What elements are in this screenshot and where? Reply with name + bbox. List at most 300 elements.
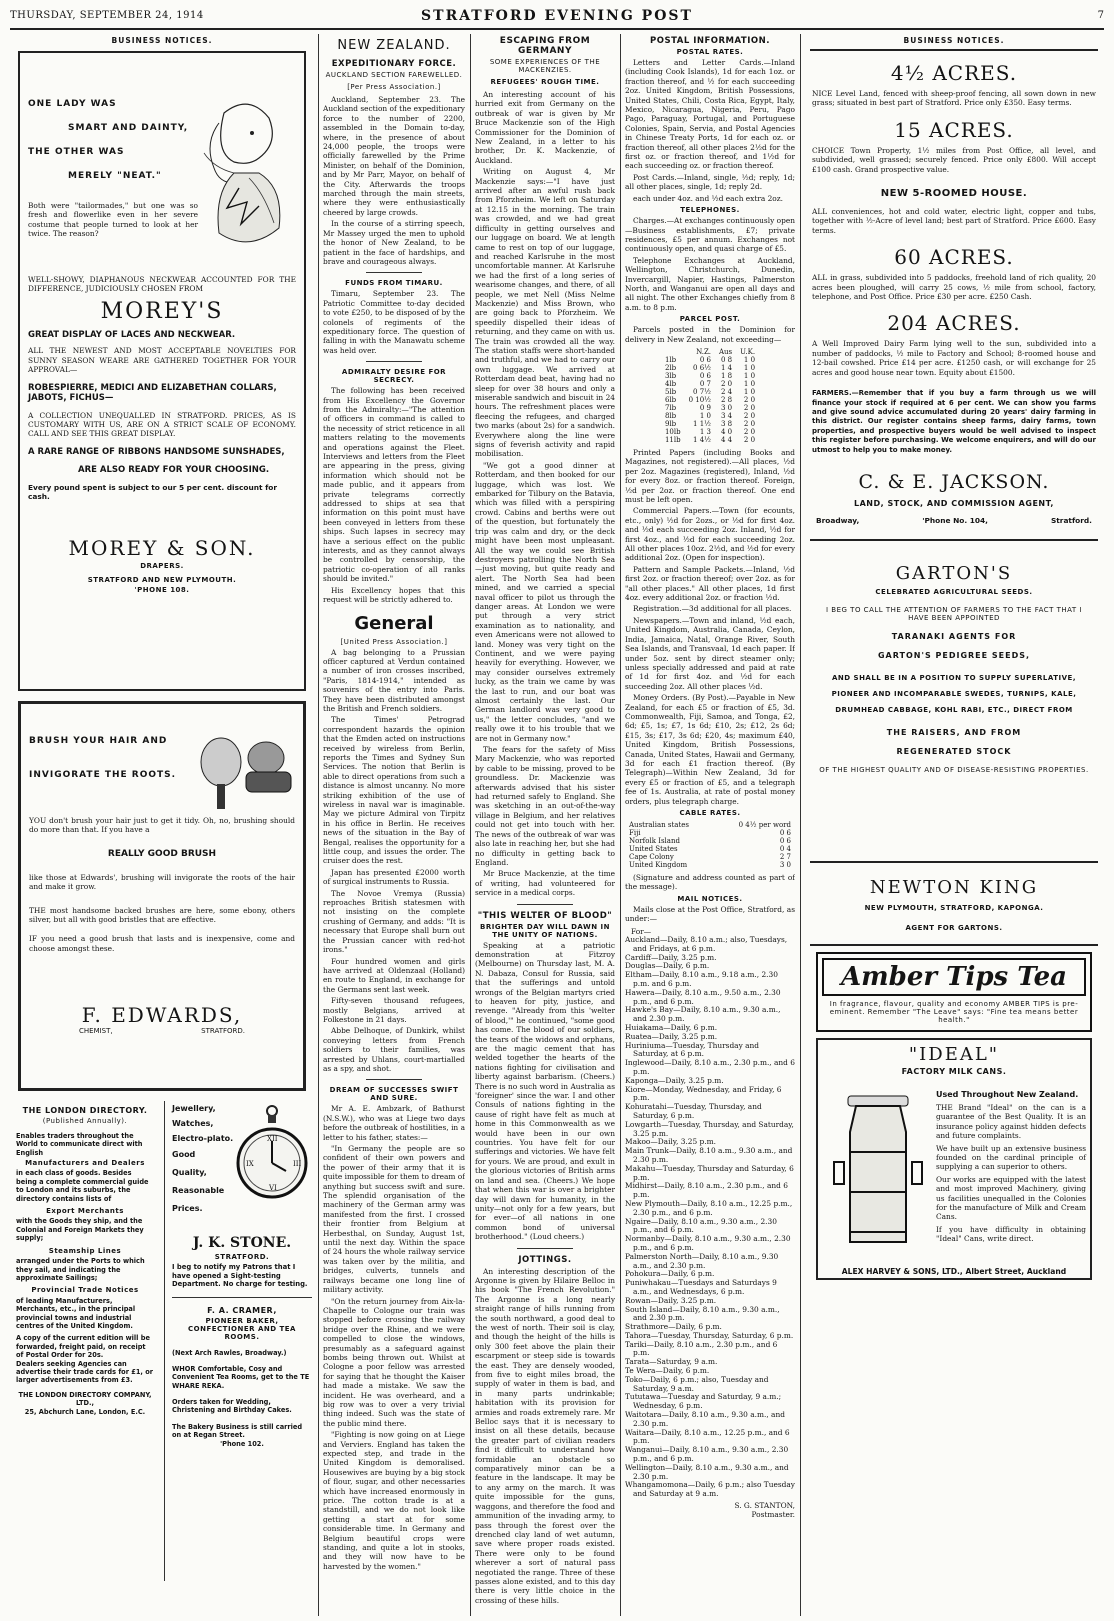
table-row bbox=[625, 845, 795, 853]
list-item: Palmerston North—Daily, 8.10 a.m., 9.30 a.m., and 2.30 p.m. bbox=[625, 1251, 779, 1270]
ad-line: REGENERATED STOCK bbox=[896, 746, 1012, 756]
ad-text: Both were "tailormades," but one was so fresh and flowerlike even in her severe costume that people turned to look at her twice. The reason? bbox=[28, 201, 198, 239]
article-heading: REFUGEES' ROUGH TIME. bbox=[490, 78, 600, 86]
ad-text: (Published Annually). bbox=[42, 1117, 128, 1126]
list-item: Eltham—Daily, 8.10 a.m., 9.18 a.m., 2.30 p.m. and 6 p.m. bbox=[625, 970, 778, 989]
article-heading: "THIS WELTER OF BLOOD" bbox=[477, 910, 613, 921]
edwards-name: F. EDWARDS, bbox=[81, 1003, 243, 1028]
section-heading: MAIL NOTICES. bbox=[677, 894, 743, 903]
table-cell: 1 0 bbox=[743, 371, 756, 380]
ad-text: YOU don't brush your hair just to get it tidy. Oh, no, brushing should do more than that. If you have a bbox=[29, 816, 295, 835]
ad-line: Watches, bbox=[172, 1119, 214, 1128]
table-cell: 1 0 bbox=[743, 379, 756, 388]
article-subheading: BRIGHTER DAY WILL DAWN IN THE UNITY OF NATIONS. bbox=[480, 922, 610, 939]
list-item: Tahora—Tuesday, Thursday, Saturday, 6 p.m. bbox=[625, 1330, 794, 1340]
amber-tips-advertisement bbox=[816, 952, 1092, 1032]
table-cell: 4lb bbox=[664, 379, 677, 388]
ad-heading: Steamship Lines bbox=[48, 1246, 122, 1255]
article-paragraph: The Times' Petrograd correspondent hazards the opinion that the Emden acted on instructions received by wireless from Berlin, reports the Times and Sydney Sun Services. The notion that Berlin is able to direct operations from such a distance is almost uncanny. No more striking exhibition of the use of wireless in naval war is imaginable. May we picture Admiral von Tirpitz in his office in Berlin. He receives news of the situation in the Bay of Bengal, realises the opportunity for a little coup, and issues the order. The cruiser does the rest. bbox=[323, 715, 465, 866]
table-row bbox=[625, 821, 795, 829]
svg-text:XII: XII bbox=[267, 1135, 278, 1143]
ideal-copy bbox=[936, 1090, 1086, 1247]
ad-text: THE Brand "Ideal" on the can is a guarantee of the Best Quality. It is an insurance policy against hidden defects and future complaints. bbox=[936, 1102, 1086, 1141]
article-paragraph: Timaru, September 23. The Patriotic Committee to-day decided to vote £250, to be disposed of by the colonels of regiments of the expeditionary force. The question of falling in with the Manawatu scheme was held over. bbox=[323, 289, 465, 355]
table-cell: 2lb bbox=[664, 363, 677, 372]
table-cell: 2 4 bbox=[720, 387, 733, 396]
postal-paragraph: Telephone Exchanges at Auckland, Wellington, Christchurch, Dunedin, Invercargill, Napier, Hastings, Palmerston North, and Wanganui are open all days and all night. The other Exchanges chiefly from 8 a.m. to 8 p.m. bbox=[625, 255, 795, 312]
table-row bbox=[661, 404, 759, 412]
lower-business-ads bbox=[16, 1101, 308, 1601]
list-item: Waitotara—Daily, 8.10 a.m., 9.30 a.m., and 2.30 p.m. bbox=[625, 1410, 785, 1428]
article-paragraph: Four hundred women and girls have arrived at Oldenzaal (Holland) en route to England, in exchange for the Germans sent last week. bbox=[323, 956, 465, 994]
ad-text: A COLLECTION UNEQUALLED IN STRATFORD. PRICES, AS IS CUSTOMARY WITH US, ARE ON A STRICT SCALE OF ECONOMY. CALL AND SEE THIS GREAT DISPLAY. bbox=[28, 410, 296, 439]
list-item: Ngaire—Daily, 8.10 a.m., 9.30 a.m., 2.30 p.m., and 6 p.m. bbox=[625, 1216, 777, 1235]
list-item: Whangamomona—Daily, 6 p.m.; also Tuesday and Saturday at 9 a.m. bbox=[625, 1480, 795, 1499]
article-paragraph: Fifty-seven thousand refugees, mostly Belgians, arrived at Folkestone in 21 days. bbox=[323, 996, 465, 1024]
mail-intro: For— bbox=[631, 926, 652, 936]
ad-line: NEW PLYMOUTH, STRATFORD, KAPONGA. bbox=[864, 903, 1044, 912]
table-cell: 10lb bbox=[664, 427, 681, 436]
table-cell: 1 0 bbox=[743, 387, 756, 396]
list-item: Tariki—Daily, 8.10 a.m., 2.30 p.m., and 6 p.m. bbox=[625, 1339, 778, 1358]
jackson-trade: LAND, STOCK, AND COMMISSION AGENT, bbox=[854, 498, 1054, 508]
ad-text: IF you need a good brush that lasts and is inexpensive, come and choose amongst these. bbox=[29, 934, 295, 953]
property-heading: 204 ACRES. bbox=[887, 311, 1021, 336]
table-cell: 2 0 bbox=[743, 411, 756, 420]
table-row bbox=[661, 380, 759, 388]
ad-line: AGENT FOR GARTONS. bbox=[905, 923, 1003, 932]
table-header-row bbox=[661, 348, 759, 356]
table-cell: 2 0 bbox=[743, 395, 756, 404]
list-item: Te Wera—Daily, 6 p.m. bbox=[625, 1366, 710, 1376]
parcel-rates-table bbox=[661, 348, 759, 444]
ad-line: Electro-plato. bbox=[172, 1134, 234, 1143]
table-row bbox=[661, 412, 759, 420]
ad-line: ARE ALSO READY FOR YOUR CHOOSING. bbox=[78, 464, 270, 475]
ad-line: TARANAKI AGENTS FOR bbox=[891, 631, 1017, 641]
postal-paragraph: Money Orders. (By Post).—Payable in New Zealand, for each £5 or fraction of £5, 3d. Commonwealth, Fiji, Samoa, and Tonga, £2, 6d; £5, 1s; £7, 1s 6d; £10, 2s; £12, 2s 6d; £15, 3s; £17, 3s 6d; £20, 4s; maximum £40, United Kingdom, British Possessions, Canada, United States, Hawaii and Germany, 3d for each £1 fraction thereof. (By Telegraph)—Within New Zealand, 3d for every £5 or fraction of £5, and a telegraph fee of 1s. Australia, at rate of postal money orders, plus telegraph charge. bbox=[625, 693, 795, 806]
article-heading: EXPEDITIONARY FORCE. bbox=[331, 59, 457, 69]
ad-text: 'Phone 102. bbox=[220, 1439, 264, 1448]
article-heading: JOTTINGS. bbox=[518, 1254, 572, 1265]
table-cell: United Kingdom bbox=[629, 861, 688, 869]
list-item: Wanganui—Daily, 8.10 a.m., 9.30 a.m., 2.30 p.m., and 6 p.m. bbox=[625, 1445, 789, 1464]
section-heading: CABLE RATES. bbox=[679, 809, 741, 817]
jackson-name: C. & E. JACKSON. bbox=[858, 470, 1050, 493]
list-item: Makahu—Tuesday, Thursday and Saturday, 6 p.m. bbox=[625, 1163, 794, 1182]
article-paragraph: The following has been received from His Excellency the Governor from the Admiralty:—"The attention of officers in command is called to the necessity of strict reticence in all matters relating to the movements and operations against the Fleet. Interviews and letters from the Fleet are appearing in the press, giving information which should not be made public, and it appears from private telegrams correctly addressed to ships at sea that information on this point must have been conveyed in letters from these ships. Such lapses in secrecy may have a serious effect on the public interests, and as they cannot always be controlled by censorship, the patriotic co-operation of all ranks should be invited." bbox=[323, 386, 465, 584]
property-heading: 15 ACRES. bbox=[894, 117, 1014, 142]
table-cell: 11lb bbox=[664, 435, 681, 444]
ad-text: (Next Arch Rawles, Broadway.) bbox=[172, 1348, 287, 1357]
article-paragraph: His Excellency hopes that this request will be strictly adhered to. bbox=[323, 585, 465, 605]
postal-paragraph: Charges.—At exchanges continuously open—Business establishments, £7; private residences, £5 per annum. Exchanges not continuously open, and quasi charge of £5. bbox=[625, 216, 795, 254]
article-paragraph: Auckland, September 23. The Auckland section of the expeditionary force to the number of 2200, assembled in the Domain to-day, where, in the presence of about 24,000 people, the troops were officially farewelled by the Prime Minister, on behalf of the Dominion, and by Mr Parr, Mayor, on behalf of the City. Afterwards the troops marched through the main streets, where they were enthusiastically cheered by large crowds. bbox=[323, 95, 465, 217]
table-cell: 1lb bbox=[664, 355, 677, 364]
ad-heading: THE LONDON DIRECTORY COMPANY, LTD., bbox=[18, 1390, 152, 1408]
table-cell: 0 10½ bbox=[688, 395, 711, 404]
morey-firm: MOREY & SON. bbox=[68, 535, 256, 560]
section-header: BUSINESS NOTICES. bbox=[903, 36, 1005, 45]
table-row bbox=[661, 356, 759, 364]
ad-line: ONE LADY WAS bbox=[28, 99, 117, 109]
table-row bbox=[661, 364, 759, 372]
issue-date: THURSDAY, SEPTEMBER 24, 1914 bbox=[10, 10, 204, 21]
list-item: Makoo—Daily, 3.25 p.m. bbox=[625, 1137, 716, 1147]
ad-line: GREAT DISPLAY OF LACES AND NECKWEAR. bbox=[28, 330, 236, 341]
list-item: Kiore—Monday, Wednesday, and Friday, 6 p.m. bbox=[625, 1084, 782, 1103]
ad-text: AND SHALL BE IN A POSITION TO SUPPLY SUPERLATIVE, PIONEER AND INCOMPARABLE SWEDES, TURNIPS, KALE, DRUMHEAD CABBAGE, KOHL RABI, ETC., DIRECT FROM bbox=[831, 673, 1077, 714]
article-paragraph: The fears for the safety of Miss Mary Mackenzie, who was reported by cable to be missing, proved to be groundless. Dr. Mackenzie was afterwards advised that his sister had returned safely to England. She was sketching in an out-of-the-way village in Belgium, and her relatives could not get into touch with her. The news of the outbreak of war was also late in reaching her, but she had no difficulty in getting back to England. bbox=[475, 745, 615, 867]
ad-line: GARTON'S PEDIGREE SEEDS, bbox=[877, 650, 1031, 660]
ad-line: INVIGORATE THE ROOTS. bbox=[29, 770, 177, 780]
table-row bbox=[625, 861, 795, 869]
ad-line: Prices. bbox=[172, 1204, 203, 1213]
article-paragraph: "In Germany the people are so confident of their own powers and the power of their army that it is quite impossible for them to dream of anything but success swift and sure. The splendid organisation of the machinery of the German army was manifested from the first. I crossed their frontier from Belgium at Herbesthal, on Sunday, August 1st, until the next day. Within the space of 24 hours the whole railway service was taken over by the militia, and bridges, culverts, tunnels and railways became one long line of military activity. bbox=[323, 1144, 465, 1295]
table-cell: 0 6 bbox=[699, 355, 711, 364]
property-text: A Well Improved Dairy Farm lying well to the sun, subdivided into a number of paddocks, ½ mile to Factory and School; 8-roomed house and 12-bail cowshed. Price £14 per acre. £1250 cash, or will exchange for 25 acres and good house near town. Equity about £1500. bbox=[812, 339, 1096, 377]
ad-line: CELEBRATED AGRICULTURAL SEEDS. bbox=[875, 587, 1033, 596]
table-cell: 0 7 bbox=[699, 379, 711, 388]
edwards-footer bbox=[29, 1027, 295, 1035]
postal-paragraph: Pattern and Sample Packets.—Inland, ½d first 2oz. or fraction thereof; over 2oz. as for "all other places." All other places, 1d first 4oz. every additional 2oz. or fraction ½d. bbox=[625, 564, 795, 603]
divider bbox=[810, 944, 1098, 946]
table-cell: 0 6 bbox=[779, 837, 791, 845]
garton-advertisement bbox=[810, 563, 1098, 863]
table-cell: 2 8 bbox=[720, 395, 733, 404]
property-text: NICE Level Land, fenced with sheep-proof fencing, all sown down in new grass; situated in best part of Stratford. Price only £350. Easy terms. bbox=[812, 89, 1096, 108]
edwards-advertisement bbox=[18, 701, 306, 1091]
table-cell: 2 0 bbox=[743, 427, 756, 436]
stone-name: J. K. STONE. bbox=[192, 1235, 292, 1251]
ad-line: 'PHONE 108. bbox=[134, 585, 190, 594]
london-directory-advertisement bbox=[16, 1101, 154, 1416]
property-heading: 4½ ACRES. bbox=[890, 61, 1018, 85]
property-heading: NEW 5-ROOMED HOUSE. bbox=[880, 188, 1028, 200]
article-paragraph: "On the return journey from Aix-la-Chapelle to Cologne our train was stopped before crossing the railway bridge over the Rhine, and we were compelled to close the windows, presumably as a safeguard against bombs being thrown out. Whilst at Cologne a poor fellow was arrested for saying that he thought the Kaiser had made a mistake. We saw the incident. He was overheard, and a big row was to over a very trivial thing indeed. Such was the state of the public mind there. bbox=[323, 1296, 465, 1428]
morey-name: MOREY'S bbox=[100, 299, 224, 325]
postmaster-title: Postmaster. bbox=[751, 1510, 795, 1520]
table-cell: 8lb bbox=[664, 411, 677, 420]
jackson-contact bbox=[806, 516, 1102, 525]
ad-heading: Manufacturers and Dealers bbox=[25, 1159, 145, 1168]
article-paragraph: An interesting description of the Argonne is given by Hilaire Belloc in his book "The French Revolution." The Argonne is a long nearly straight range of hills running from the south northward, a good deal to the west of north. Their soil is clay, and though the height of the hills is only 300 feet above the plain their escarpment or steep side is towards the east. They are densely wooded, from five to eight miles broad, the supply of water in them is bad, and in many parts undrinkable; habitation with its provision for armies and roads extremely rare. Mr Belloc says that it is necessary to insist on all these details, because the greater part of civilian readers find it difficult to understand how formidable an obstacle so comparatively minor can be a feature in the landscape. It may be to any army on the march. It was quite impossible for the guns, waggons, and therefore the food and ammunition of the invading army, to pass through the forest over the drenched clay land of wet autumn, save where proper roads existed. There were only to be found wherever a sort of natural pass negotiated the range. Three of these passes alone existed, and to this day there is very little choice in the crossing of these hills. bbox=[475, 1266, 615, 1605]
column-new-zealand bbox=[323, 34, 465, 1616]
table-cell: 2 0 bbox=[743, 419, 756, 428]
ad-line: Used Throughout New Zealand. bbox=[936, 1089, 1079, 1099]
table-cell: 7lb bbox=[664, 403, 677, 412]
article-paragraph: Mr A. E. Ambzark, of Bathurst (N.S.W.), who was at Liege two days before the outbreak of hostilities, in a letter to his father, states:— bbox=[323, 1104, 465, 1142]
section-header: BUSINESS NOTICES. bbox=[111, 36, 213, 45]
table-cell: 2 7 bbox=[779, 853, 791, 861]
section-title: POSTAL INFORMATION. bbox=[650, 36, 770, 46]
list-item: South Island—Daily, 8.10 a.m., 9.30 a.m., and 2.30 p.m. bbox=[625, 1304, 780, 1323]
section-heading: PARCEL POST. bbox=[679, 315, 741, 324]
jackson-phone: 'Phone No. 104, bbox=[922, 515, 988, 525]
ad-line: A RARE RANGE OF RIBBONS HANDSOME SUNSHADES, bbox=[28, 446, 285, 457]
ad-heading: Provincial Trade Notices bbox=[31, 1286, 139, 1295]
ideal-milk-cans-advertisement bbox=[816, 1038, 1092, 1280]
property-text: ALL conveniences, hot and cold water, electric light, copper and tubs, together with ½-Acre of level land; best part of Stratford. Price £600. Easy terms. bbox=[812, 207, 1096, 235]
list-item: Inglewood—Daily, 8.10 a.m., 2.30 p.m., and 6 p.m. bbox=[625, 1058, 795, 1076]
ad-text: THE most handsome backed brushes are here, some ebony, others silver, but all with good bristles that are effective. bbox=[29, 905, 295, 925]
ad-line: ROBESPIERRE, MEDICI AND ELIZABETHAN COLLARS, JABOTS, FICHUS— bbox=[28, 382, 277, 403]
column-rule bbox=[470, 34, 471, 1616]
ad-text: The Bakery Business is still carried on at Regan Street. bbox=[172, 1422, 303, 1440]
list-item: Midhirst—Daily, 8.10 a.m., 2.30 p.m., and 6 p.m. bbox=[625, 1181, 788, 1200]
cable-rates-table bbox=[625, 821, 795, 869]
ad-line: REALLY GOOD BRUSH bbox=[107, 848, 217, 859]
table-cell: 3 0 bbox=[720, 403, 733, 412]
table-cell: 6lb bbox=[664, 395, 677, 404]
column-business-notices-right bbox=[806, 34, 1102, 1616]
ad-text: I BEG TO CALL THE ATTENTION OF FARMERS TO THE FACT THAT I HAVE BEEN APPOINTED bbox=[826, 605, 1082, 622]
mail-notices-list bbox=[625, 936, 795, 1499]
table-row bbox=[661, 388, 759, 396]
column-escaping-from-germany bbox=[475, 34, 615, 1616]
section-heading: TELEPHONES. bbox=[680, 206, 740, 215]
article-paragraph: A bag belonging to a Prussian officer captured at Verdun contained a number of iron crosses inscribed, "Paris, 1814-1914," intended as souvenirs of the entry into Paris. They have been distributed amongst the British and French soldiers. bbox=[323, 647, 465, 713]
column-rule bbox=[620, 34, 621, 1616]
ad-text: A copy of the current edition will be forwarded, freight paid, on receipt of Postal Order for 20s. bbox=[16, 1334, 150, 1360]
article-paragraph: Abbe Delhoque, of Dunkirk, whilst conveying letters from French soldiers to their families, was arrested by Uhlans, court-martialled as a spy, and shot. bbox=[323, 1026, 465, 1073]
list-item: Hawke's Bay—Daily, 8.10 a.m., 9.30 a.m., and 2.30 p.m. bbox=[625, 1005, 781, 1024]
press-credit: [United Press Association.] bbox=[340, 637, 448, 646]
table-row bbox=[661, 436, 759, 444]
list-item: Waitara—Daily, 8.10 a.m., 12.25 p.m., and 6 p.m. bbox=[625, 1427, 790, 1446]
table-cell: 5lb bbox=[664, 387, 677, 396]
column-postal-information bbox=[625, 34, 795, 1616]
article-paragraph: Mr Bruce Mackenzie, at the time of writing, had volunteered for service in a medical corps. bbox=[475, 869, 615, 898]
table-cell: 4 4 bbox=[720, 435, 733, 444]
morey-advertisement bbox=[18, 51, 306, 691]
list-item: Ruatea—Daily, 3.25 p.m. bbox=[625, 1031, 718, 1041]
list-item: Kaponga—Daily, 3.25 p.m. bbox=[625, 1075, 724, 1085]
table-cell: 0 9 bbox=[699, 403, 711, 412]
postal-paragraph: Commercial Papers.—Town (for ecounts, etc., only) ½d for 2ozs., or ½d for first 4oz. and ½d each succeeding 2oz. Inland, ½d for first 4oz., and ½d for each succeeding 2oz. All other places 10oz. 2½d, and ½d for every additional 2oz. (Open for inspection). bbox=[625, 506, 795, 563]
divider bbox=[366, 1079, 423, 1080]
column-header: Aus bbox=[718, 347, 733, 356]
article-heading: FUNDS FROM TIMARU. bbox=[345, 279, 443, 288]
farmers-notice: FARMERS.—Remember that if you buy a farm through us we will finance your stock if required at 6 per cent. We can show you farms and give sound advice accumulated during 20 years' dairy farming in this district. Our register contains sheep farms, dairy farms, town properties, and prospective buyers would be well advised to inspect this register before purchasing. We welcome enquirers, and will do our utmost to help you to make money. bbox=[812, 389, 1096, 454]
divider bbox=[164, 1101, 165, 1581]
table-cell: 0 6 bbox=[699, 371, 711, 380]
article-subheading: AUCKLAND SECTION FAREWELLED. bbox=[325, 71, 463, 79]
column-business-notices-left bbox=[12, 34, 312, 1616]
ad-text: We have built up an extensive business founded on the cardinal principle of supplying a can superior to others. bbox=[936, 1143, 1086, 1172]
ad-line: STRATFORD AND NEW PLYMOUTH. bbox=[87, 575, 237, 584]
table-cell: 3 4 bbox=[720, 411, 733, 420]
ad-text: 25, Abchurch Lane, London, E.C. bbox=[24, 1407, 146, 1416]
ad-text: OF THE HIGHEST QUALITY AND OF DISEASE-RESISTING PROPERTIES. bbox=[819, 765, 1089, 774]
list-item: Hawera—Daily, 8.10 a.m., 9.50 a.m., 2.30 p.m., and 6 p.m. bbox=[625, 987, 781, 1006]
stone-advertisement bbox=[172, 1101, 312, 1448]
article-paragraph: In the course of a stirring speech, Mr Massey urged the men to uphold the honor of New Zealand, to be patient in the face of hardships, and brave and courageous always. bbox=[323, 219, 465, 266]
harvey-firm: ALEX HARVEY & SONS, LTD., Albert Street, Auckland bbox=[841, 1266, 1067, 1276]
ad-text: of leading Manufacturers, Merchants, etc., in the principal provincial towns and industrial centres of the United Kingdom. bbox=[16, 1296, 136, 1330]
press-credit: [Per Press Association.] bbox=[347, 83, 441, 91]
cramer-name: F. A. CRAMER, bbox=[207, 1305, 277, 1315]
ad-heading: Export Merchants bbox=[46, 1207, 124, 1216]
jackson-town: Stratford. bbox=[1050, 515, 1092, 525]
ad-text: I beg to notify my Patrons that I have opened a Sight-testing Department. No charge for testing. bbox=[172, 1263, 308, 1289]
garton-name: GARTON'S bbox=[895, 562, 1013, 584]
list-item: Rowan—Daily, 3.25 p.m. bbox=[625, 1295, 717, 1305]
ad-line: SMART AND DAINTY, bbox=[68, 123, 189, 133]
table-cell: 1 0 bbox=[699, 411, 711, 420]
list-item: Tututawa—Tuesday and Saturday, 9 a.m.; Wednesday, 6 p.m. bbox=[625, 1392, 782, 1411]
ad-line: MERELY "NEAT." bbox=[68, 171, 162, 181]
table-cell: 1 3 bbox=[699, 427, 711, 436]
table-row bbox=[661, 420, 759, 428]
table-cell: 1 0 bbox=[743, 355, 756, 364]
list-item: Douglas—Daily, 6 p.m. bbox=[625, 961, 710, 971]
column-header: U.K. bbox=[740, 347, 756, 356]
postal-paragraph: Newspapers.—Town and inland, ½d each, United Kingdom, Australia, Canada, Ceylon, India, Jamaica, Natal, Orange River, South Sea Islands, and Transvaal, 1d each paper. If under 5oz. sent by direct steamer only; unless specially addressed and paid at rate of 1d for first 4oz. and ½d for each succeeding 2oz. All other places ½d. bbox=[625, 615, 795, 691]
divider bbox=[517, 904, 573, 905]
ad-text: WELL-SHOWY, DIAPHANOUS NECKWEAR ACCOUNTED FOR THE DIFFERENCE, JUDICIOUSLY CHOSEN FROM bbox=[28, 274, 296, 294]
postal-paragraph: each under 4oz. and ½d each extra 2oz. bbox=[633, 193, 783, 203]
article-title: NEW ZEALAND. bbox=[337, 38, 451, 53]
table-cell: Fiji bbox=[629, 829, 641, 837]
table-cell: 0 4½ per word bbox=[738, 821, 791, 829]
table-cell: 0 7½ bbox=[693, 387, 711, 396]
ad-text: arranged under the Ports to which they sail, and indicating the approximate Sailings; bbox=[16, 1257, 145, 1282]
table-cell: 2 0 bbox=[720, 379, 733, 388]
article-paragraph: "Fighting is now going on at Liege and Verviers. England has taken the expected step, and trade in the United Kingdom is demoralised. Housewives are buying by a big stock of flour, sugar, and other necessaries which have increased enormously in price. The cotton trade is at a standstill, and we do not look like getting a start at for some considerable time. In Germany and Belgium beautiful crops were standing, and quite a lot in stooks, and they will now have to be harvested by the women." bbox=[323, 1430, 465, 1571]
ad-line: DRAPERS. bbox=[140, 561, 184, 570]
article-paragraph: Speaking at a patriotic demonstration at Fitzroy (Melbourne) on Thursday last, M. A. N. Dabaza, Consul for Russia, said that the sufferings and untold wrongs of the Belgian martyrs cried to heaven for pity, justice, and revenge. "Already from this 'welter of blood,'" he continued, "some good has come. The blood of our soldiers, the tears of the widows and orphans, are the magic cement that has welded together the hearts of the nations fighting for civilisation and liberty against barbarism. (Cheers.) There is no such word in Australia as 'foreigner' since the war. I and other Consuls of nations fighting in the cause of right have felt as much at home in this Commonwealth as we would have been in our own countries. You have felt for our sufferings and victories. We have felt for yours. We are proud, and exult in the glorious victories of British arms on land and sea. (Cheers.) We hope that when this war is over a brighter day will dawn for humanity, in the unity—not only for a few years, but for ever—of all nations in one common bond of universal brotherhood." (Loud cheers.) bbox=[475, 940, 615, 1242]
divider bbox=[172, 1297, 312, 1298]
article-heading: ADMIRALTY DESIRE FOR SECRECY. bbox=[341, 368, 447, 385]
section-heading: POSTAL RATES. bbox=[676, 48, 744, 56]
table-cell: 0 4 bbox=[779, 845, 791, 853]
ad-text: Dealers seeking Agencies can advertise their trade cards for £1, or larger advertisements from £3. bbox=[16, 1359, 154, 1385]
table-cell: 1 4½ bbox=[693, 435, 711, 444]
table-cell: 0 8 bbox=[720, 355, 733, 364]
ad-text: Enables traders throughout the World to communicate direct with English bbox=[16, 1131, 143, 1157]
svg-text:III: III bbox=[293, 1160, 302, 1168]
table-cell: 1 4 bbox=[720, 363, 733, 372]
table-cell: Cape Colony bbox=[629, 853, 674, 861]
postmaster-name: S. G. STANTON, bbox=[734, 1501, 795, 1511]
table-row bbox=[661, 428, 759, 436]
table-cell: 2 0 bbox=[743, 435, 756, 444]
article-paragraph: Writing on August 4, Mr Mackenzie says:—"I have just arrived after an awful rush back from Pforzheim. We left on Saturday at 12.15 in the morning. The train was crowded, and we had great difficulty in getting ourselves and our luggage on board. We at length came to rest on top of our luggage, and reached Karlsruhe in the most uncomfortable manner. At Karlsruhe we had the first of a long series of wearisome changes, and there, of all people, we met Nell (Miss Nelme Mackenzie) and Miss Brown, who are going back to Pforzheim. We speedily dispelled their ideas of returning, and they came on with us. The train was crowded all the way. The station staffs were short-handed and truthful, and we had to carry our own luggage. We arrived at Rotterdam dead beat, having had no sleep for over 38 hours and only a miserable sandwich and biscuit in 24 hours. The refreshment places were fleecing the refugees, and charged two marks (about 2s) for a sandwich. Everywhere along the line were signs of feverish activity and rapid mobilisation. bbox=[475, 167, 615, 459]
property-text: CHOICE Town Property, 1½ miles from Post Office, all level, and subdivided, well grassed; securely fenced. Price only £800. Will accept £100 cash. Grand prospective value. bbox=[812, 145, 1096, 174]
svg-text:IX: IX bbox=[246, 1160, 254, 1168]
table-cell: 1 0 bbox=[743, 363, 756, 372]
jackson-address: Broadway, bbox=[816, 515, 860, 525]
list-item: Cardiff—Daily, 3.25 p.m. bbox=[625, 952, 717, 962]
ad-text: with the Goods they ship, and the Colonial and Foreign Markets they supply; bbox=[16, 1217, 144, 1243]
table-row bbox=[625, 853, 795, 861]
postal-paragraph: Registration.—3d additional for all places. bbox=[633, 604, 792, 614]
list-item: Lowgarth—Tuesday, Thursday, and Saturday, 3.25 p.m. bbox=[625, 1119, 794, 1138]
column-rule bbox=[318, 34, 319, 1616]
table-cell: United States bbox=[629, 845, 678, 853]
property-heading: 60 ACRES. bbox=[894, 245, 1014, 270]
postal-paragraph: Letters and Letter Cards.—Inland (including Cook Islands), 1d for each 1oz. or fraction thereof, and ½ for each succeeding 2oz. United Kingdom, British Possessions, United States, Chili, Costa Rica, Egypt, Italy, Mexico, Nicaragua, Nigeria, Peru, Pago Pago, Paraguay, Portugal, and Portuguese Colonies, Spain, Servia, and Postal Agencies in Chinese Treaty Ports, 1d for each oz. or fraction thereof, all other places 2½d for the first oz. or fraction thereof, and 1½d for each succeeding oz. or fraction thereof. bbox=[625, 58, 795, 171]
divider bbox=[810, 49, 1098, 51]
milk-can-icon bbox=[828, 1092, 928, 1252]
hair-brush-icon bbox=[191, 732, 306, 812]
table-cell: Norfolk Island bbox=[629, 837, 680, 845]
table-cell: 3 0 bbox=[779, 861, 791, 869]
ad-text: Our works are equipped with the latest and most improved Machinery, giving us facilities unequalled in the Colonies for the manufacture of Milk and Cream Cans. bbox=[936, 1174, 1086, 1222]
general-heading: General bbox=[354, 612, 434, 634]
article-paragraph: The Novoe Vremya (Russia) reproaches British statesmen with not insisting on the complete crushing of Germany, and adds: "It is necessary that Europe shall burn out the Prussian cancer with red-hot irons." bbox=[323, 888, 465, 955]
list-item: Huriniuma—Tuesday, Thursday and Saturday, at 6 p.m. bbox=[625, 1040, 760, 1059]
ad-line: Jewellery, bbox=[172, 1104, 216, 1113]
table-cell: 0 6 bbox=[779, 829, 791, 837]
article-paragraph: An interesting account of his hurried exit from Germany on the outbreak of war is given by Mr Bruce Mackenzie son of the High Commissioner for the Dominion of New Zealand, in a letter to his brother, Dr. K. Mackenzie, of Auckland. bbox=[475, 90, 615, 165]
list-item: Main Trunk—Daily, 8.10 a.m., 9.30 a.m., and 2.30 p.m. bbox=[625, 1146, 793, 1164]
table-cell: 1 8 bbox=[720, 371, 733, 380]
divider bbox=[366, 361, 423, 362]
list-item: Pohokura—Daily, 6 p.m. bbox=[625, 1269, 715, 1279]
divider bbox=[517, 1248, 573, 1249]
page-number: 7 bbox=[1097, 10, 1104, 21]
ad-text: If you have difficulty in obtaining "Ideal" Cans, write direct. bbox=[936, 1224, 1086, 1244]
list-item: Auckland—Daily, 8.10 a.m.; also, Tuesdays, and Fridays, at 6 p.m. bbox=[625, 935, 788, 953]
newspaper-title: STRATFORD EVENING POST bbox=[421, 8, 693, 24]
table-cell: 3 8 bbox=[720, 419, 733, 428]
table-cell: Australian states bbox=[629, 821, 689, 829]
ad-text: ALL THE NEWEST AND MOST ACCEPTABLE NOVELTIES FOR SUNNY SEASON WEARE ARE GATHERED TOGETHER FOR YOUR APPROVAL— bbox=[28, 346, 296, 375]
svg-text:VI: VI bbox=[269, 1184, 277, 1192]
column-rule bbox=[800, 34, 801, 1616]
ad-text: Every pound spent is subject to our 5 per cent. discount for cash. bbox=[28, 482, 278, 502]
postal-paragraph: Post Cards.—Inland, single, ½d; reply, 1d; all other places, single, 1d; reply 2d. bbox=[625, 172, 795, 192]
divider bbox=[810, 539, 1098, 541]
article-heading: DREAM OF SUCCESSES SWIFT AND SURE. bbox=[329, 1086, 459, 1103]
ad-text: Orders taken for Wedding, Christening and Birthday Cakes. bbox=[172, 1398, 292, 1415]
ad-line: Quality, bbox=[172, 1168, 207, 1177]
ad-line: THE RAISERS, AND FROM bbox=[886, 727, 1022, 737]
ad-line: FACTORY MILK CANS. bbox=[901, 1066, 1007, 1076]
table-row bbox=[625, 829, 795, 837]
table-cell: 2 0 bbox=[743, 403, 756, 412]
postal-paragraph: (Signature and address counted as part of the message). bbox=[625, 873, 795, 892]
article-title: ESCAPING FROM GERMANY bbox=[499, 36, 591, 56]
ad-line: Reasonable bbox=[172, 1186, 225, 1195]
ad-line: CHEMIST, bbox=[79, 1027, 113, 1036]
ad-text: like those at Edwards', brushing will invigorate the roots of the hair and make it grow. bbox=[29, 872, 295, 892]
postal-paragraph: Parcels posted in the Dominion for delivery in New Zealand, not exceeding— bbox=[625, 325, 795, 344]
column-header: N.Z. bbox=[696, 347, 711, 356]
ideal-name: "IDEAL" bbox=[908, 1043, 1000, 1065]
list-item: Kohuratahi—Tuesday, Thursday, and Saturday, 6 p.m. bbox=[625, 1102, 762, 1120]
list-item: Tarata—Saturday, 9 a.m. bbox=[625, 1357, 718, 1367]
list-item: Normanby—Daily, 8.10 a.m., 9.30 a.m., 2.30 p.m., and 6 p.m. bbox=[625, 1234, 791, 1252]
table-cell: 4 0 bbox=[720, 427, 733, 436]
postal-paragraph: Printed Papers (including Books and Magazines, not registered).—All places, ½d per 2oz. Magazines (registered), Inland, ½d for every 8oz. or fraction thereof. Foreign, ½d per 2oz. or fraction thereof. One end must be left open. bbox=[625, 447, 795, 504]
masthead bbox=[10, 6, 1104, 30]
article-subheading: SOME EXPERIENCES OF THE MACKENZIES. bbox=[489, 58, 601, 74]
list-item: Toko—Daily, 6 p.m.; also, Tuesday and Saturday, 9 a.m. bbox=[625, 1374, 769, 1393]
article-paragraph: "We got a good dinner at Rotterdam, and then booked for our luggage, which was lost. We embarked for Tilbury on the Batavia, which was filled with a perspiring crowd. Cabins and berths were out of the question, but fortunately the trip was calm and dry, or the deck might have been most unpleasant. All the way we could see British destroyers patrolling the North Sea—just moving, but quite ready and alert. The North Sea had been mined, and we carried a special naval officer to pilot us through the danger areas. At London we were put through a very strict examination as to nationality, and even Americans were not allowed to land. Money was very tight on the Continent, and we were paying heavily for everything. However, we may consider ourselves extremely lucky, as the train we came by was the last to run, and our boat was almost certainly the last. Our German landlord was very good to us," the letter concludes, "and we really owe it to his trouble that we are not in Germany now." bbox=[475, 460, 615, 743]
table-cell: 9lb bbox=[664, 419, 677, 428]
table-cell: 1 1½ bbox=[693, 419, 711, 428]
divider bbox=[366, 272, 423, 273]
table-cell: 3lb bbox=[664, 371, 677, 380]
lady-illustration bbox=[164, 93, 294, 273]
list-item: Strathmore—Daily, 6 p.m. bbox=[625, 1322, 722, 1332]
ad-line: THE OTHER WAS bbox=[28, 147, 125, 157]
ad-line: Good bbox=[172, 1150, 196, 1159]
ad-line: STRATFORD. bbox=[201, 1027, 245, 1036]
